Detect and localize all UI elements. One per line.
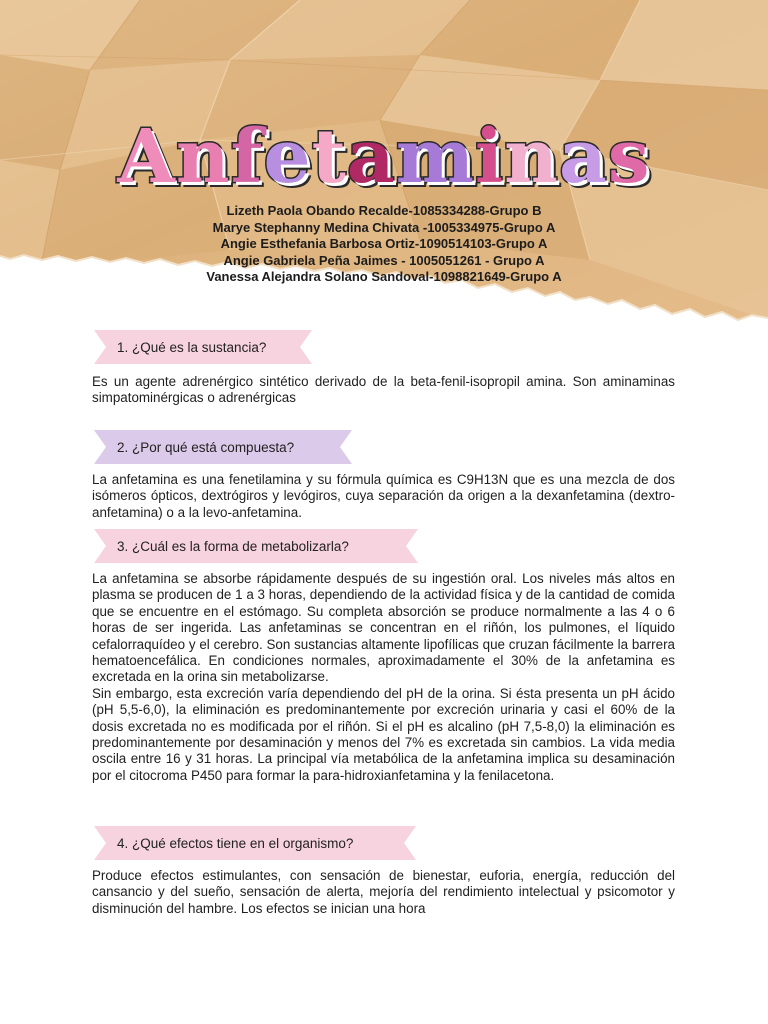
author-line: Angie Esthefania Barbosa Ortiz-1090514103-Grupo A <box>220 236 548 251</box>
title-letter: a <box>346 114 396 200</box>
paper-header <box>0 0 768 330</box>
paragraph: Sin embargo, esta excreción varía dependiendo del pH de la orina. Si ésta presenta un pH ácido (pH 5,5-6,0), la eliminación es predominantemente por excreción urinaria y casi el 60% de la dosis excretada no es modificada por el riñón. Si el pH es alcalino (pH 7,5-8,0) la eliminación es predominantemente por desaminación y menos del 7% es excretada sin cambios. La vida media oscila entre 16 y 31 horas. La principal vía metabólica de la anfetamina implica su desaminación por el citocroma P450 para formar la para-hidroxianfetamina y la fenilacetona. <box>92 685 675 783</box>
section-heading-text: 1. ¿Qué es la sustancia? <box>117 339 267 355</box>
title-letter: s <box>607 114 651 200</box>
section-heading-4 <box>94 826 416 860</box>
author-line: Lizeth Paola Obando Recalde-1085334288-Grupo B <box>226 203 542 218</box>
section-heading-text: 4. ¿Qué efectos tiene en el organismo? <box>117 835 354 851</box>
section-body-1 <box>92 374 675 407</box>
author-line: Angie Gabriela Peña Jaimes - 1005051261 - Grupo A <box>223 252 545 268</box>
section-heading-1 <box>94 330 312 364</box>
section-body-4 <box>92 868 675 917</box>
section-heading-3 <box>94 529 418 563</box>
paragraph: La anfetamina se absorbe rápidamente después de su ingestión oral. Los niveles más altos en plasma se producen de 1 a 3 horas, dependiendo de la actividad física y de la cantidad de comida que se encuentre en el estómago. Su completa absorción se produce normalmente a las 4 o 6 horas de ser ingerida. Las anfetaminas se concentran en el riñón, los pulmones, el líquido cefalorraquídeo y el cerebro. Son sustancias altamente lipofílicas que cruzan fácilmente la barrera hematoencefálica. En condiciones normales, aproximadamente el 30% de la anfetamina es excretada en la orina sin metabolizarse. <box>92 571 675 685</box>
paragraph: Es un agente adrenérgico sintético derivado de la beta-fenil-isopropil amina. Son aminaminas simpatominérgicas o adrenérgicas <box>92 374 675 406</box>
title-letter: f <box>230 114 264 200</box>
title-letter: n <box>504 114 559 200</box>
authors-list <box>0 203 768 286</box>
section-heading-2 <box>94 430 352 464</box>
section-heading-text: 3. ¿Cuál es la forma de metabolizarla? <box>117 538 349 554</box>
title-letter: i <box>475 114 505 200</box>
author-line: Vanessa Alejandra Solano Sandoval-1098821649-Grupo A <box>206 269 562 284</box>
title-letter: t <box>311 114 347 200</box>
paragraph: Produce efectos estimulantes, con sensación de bienestar, euforia, energía, reducción del cansancio y del sueño, sensación de alerta, mejoría del rendimiento intelectual y psicomotor y disminución del hambre. Los efectos se inician una hora <box>92 868 675 916</box>
title-letter: a <box>558 114 608 200</box>
paragraph: La anfetamina es una fenetilamina y su fórmula química es C9H13N que es una mezcla de dos isómeros ópticos, dextrógiros y levógiros, cuya separación da origen a la dexanfetamina (dextro-anfetamina) o a la levo-anfetamina. <box>92 472 675 520</box>
section-body-3 <box>92 571 675 784</box>
title-letter: e <box>263 114 312 200</box>
title-letter: n <box>175 114 231 200</box>
author-line: Marye Stephanny Medina Chivata -1005334975-Grupo A <box>212 219 556 235</box>
document-title <box>0 112 768 202</box>
title-letter: m <box>395 114 476 200</box>
section-body-2 <box>92 472 675 521</box>
title-letter: A <box>117 114 176 200</box>
section-heading-text: 2. ¿Por qué está compuesta? <box>117 439 295 455</box>
